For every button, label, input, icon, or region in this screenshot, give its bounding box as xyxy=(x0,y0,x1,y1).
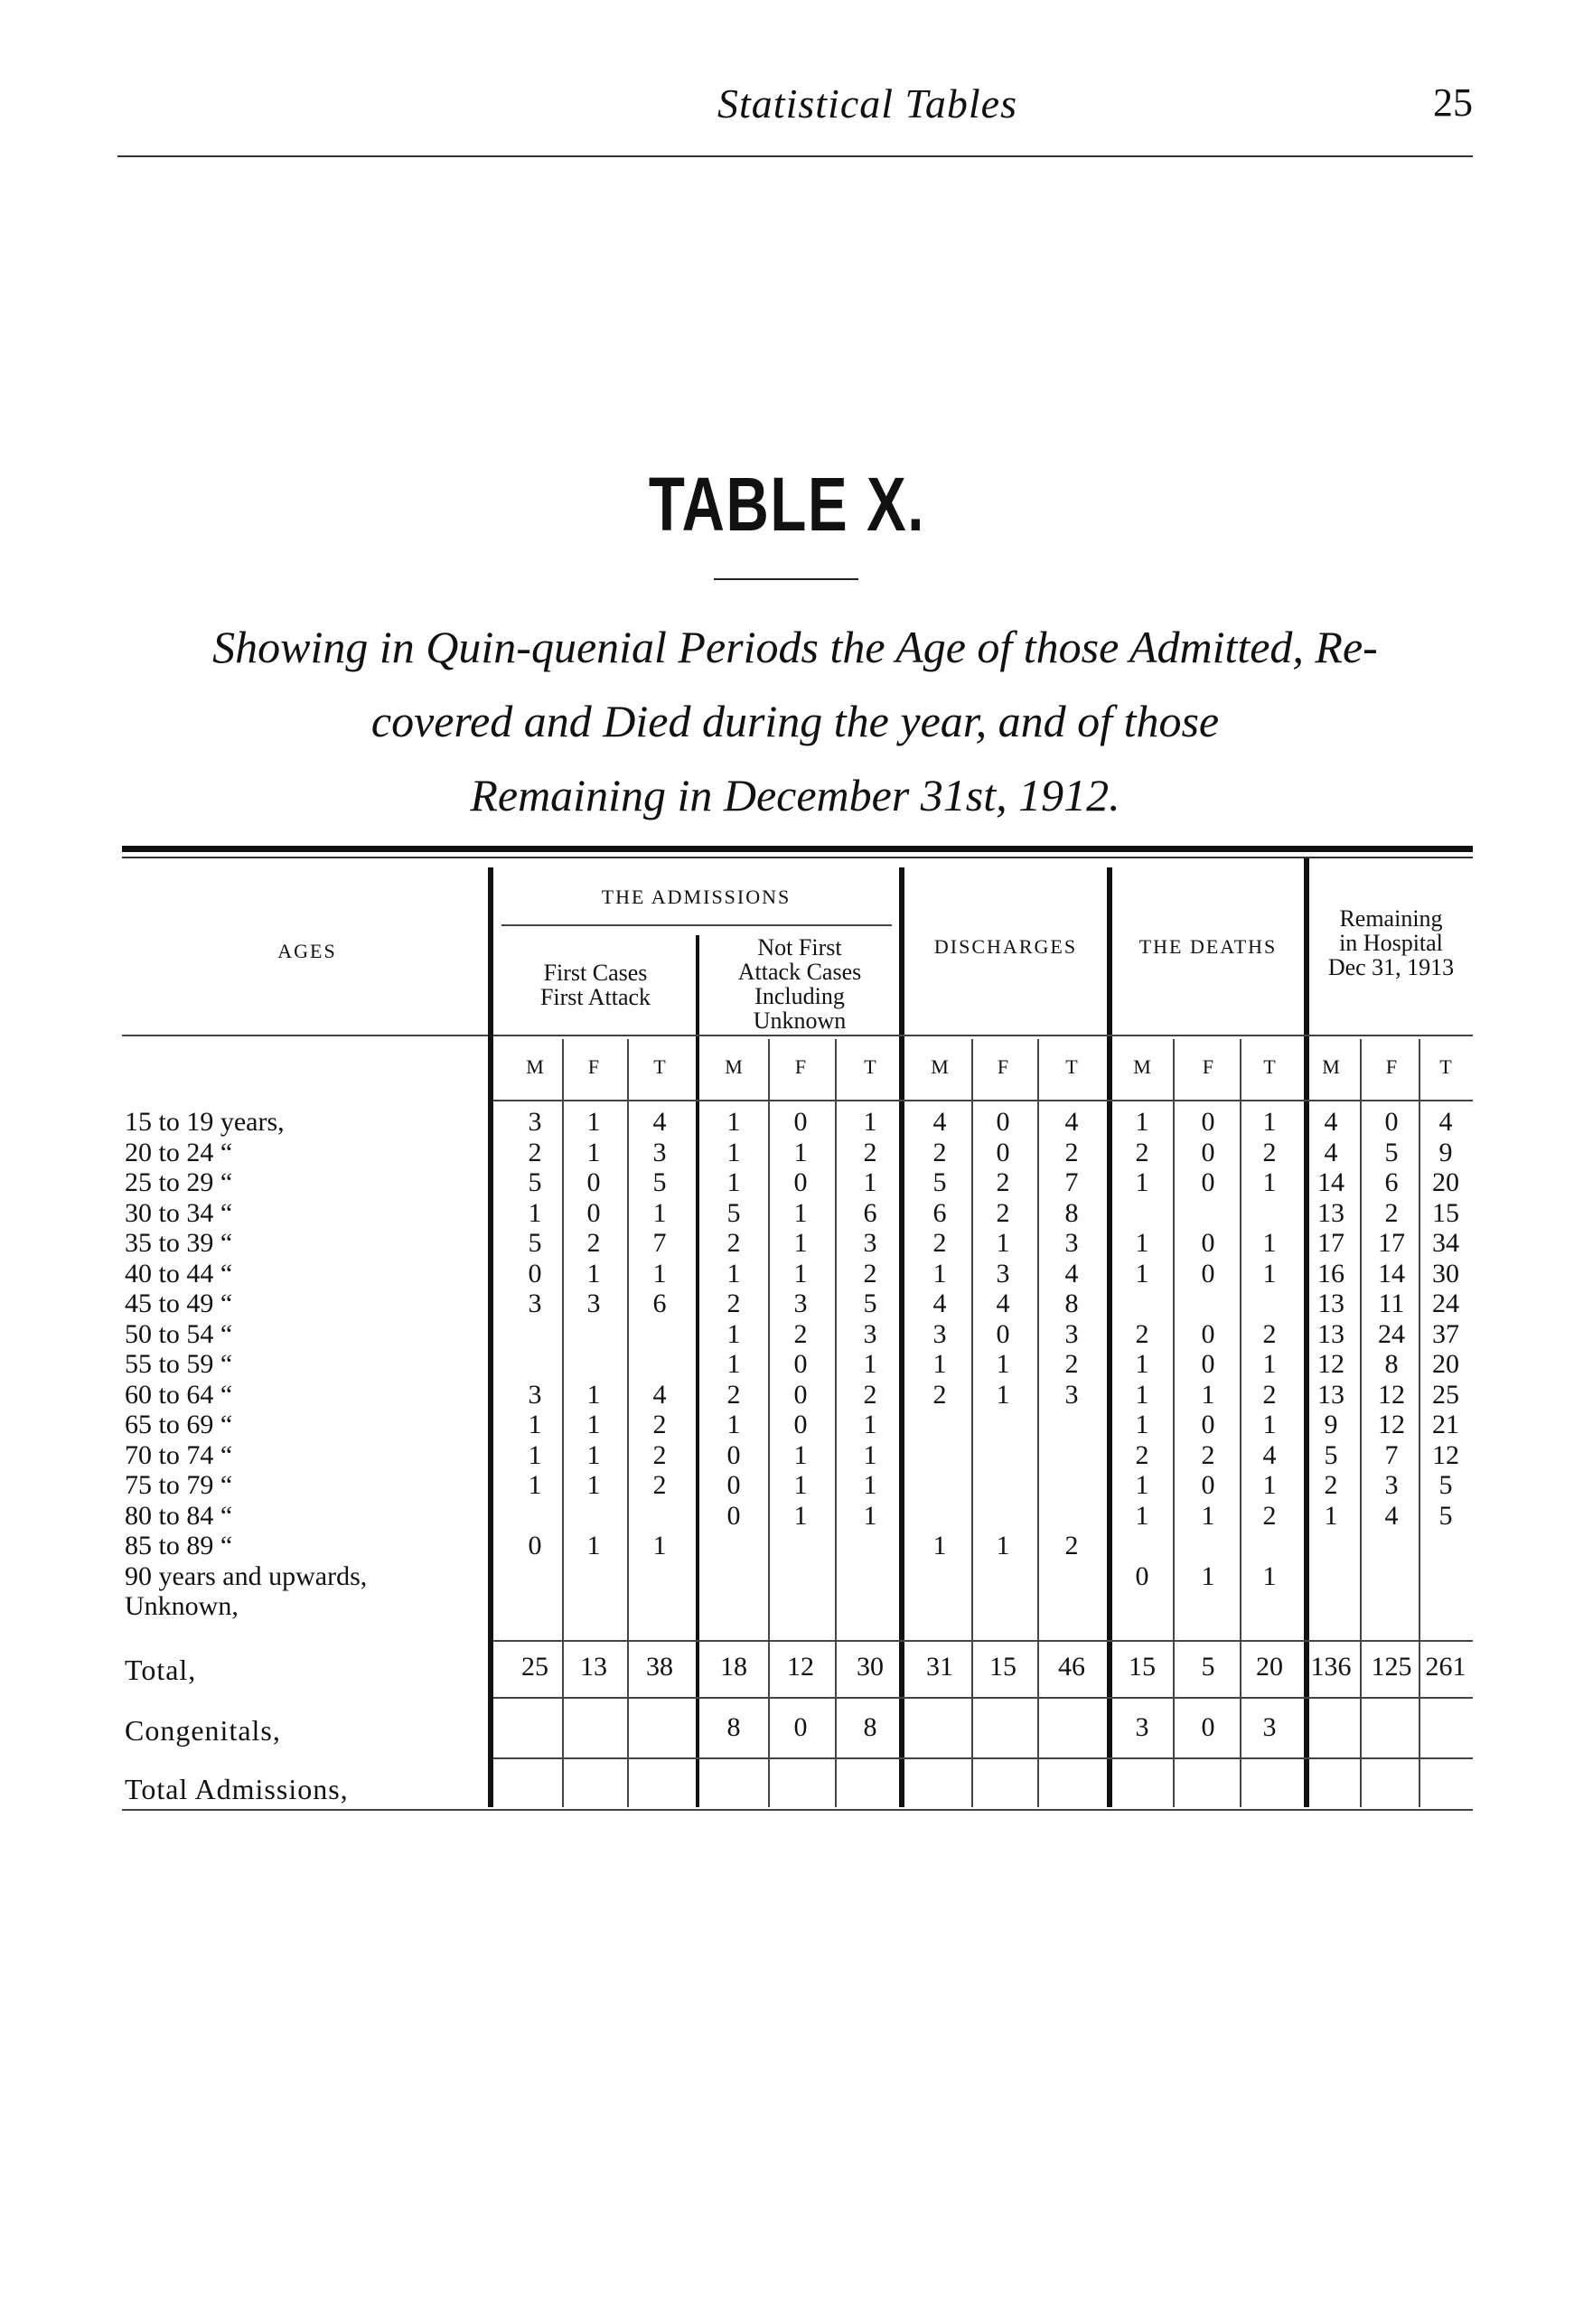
data-row-cell: 6 xyxy=(652,1289,667,1318)
total-row-cell: 12 xyxy=(787,1652,814,1682)
data-row-cell: 0 xyxy=(1201,1349,1215,1379)
subheader-t: T xyxy=(864,1055,876,1078)
data-row-cell: 25 xyxy=(1432,1379,1459,1410)
data-row-cell: 7 xyxy=(1064,1167,1079,1197)
column-divider xyxy=(971,1039,973,1807)
header-remaining-line-1: Remaining xyxy=(1339,905,1443,932)
data-row-cell: 1 xyxy=(652,1258,667,1289)
data-row-cell: 1 xyxy=(793,1137,808,1167)
column-divider xyxy=(835,1039,837,1807)
subheader-m: M xyxy=(1322,1055,1340,1078)
data-row-cell: 5 xyxy=(528,1228,542,1258)
data-row-cell: 7 xyxy=(652,1228,667,1258)
table-subtitle xyxy=(108,610,1482,832)
subheader-m: M xyxy=(1133,1055,1151,1078)
data-row-cell: 0 xyxy=(996,1137,1010,1167)
ages-header-rule xyxy=(122,1035,488,1036)
separator-ages xyxy=(488,867,493,1807)
data-row-cell: 1 xyxy=(1324,1500,1338,1531)
data-row-cell: 0 xyxy=(1201,1470,1215,1500)
data-row-cell: 6 xyxy=(932,1197,947,1228)
column-divider xyxy=(627,1039,629,1807)
data-row-cell: 1 xyxy=(586,1107,601,1137)
data-row-cell: 1 xyxy=(1262,1349,1277,1379)
admissions-underline xyxy=(501,924,892,926)
data-row-cell: 13 xyxy=(1317,1289,1344,1318)
data-row-cell: 2 xyxy=(1064,1531,1079,1560)
page-number: 25 xyxy=(1433,80,1473,125)
summary-rule xyxy=(493,1697,1473,1699)
subtitle-line-1: Showing in Quin-quenial Periods the Age of those Admitted, Re- xyxy=(212,622,1378,672)
age-label: 90 years and upwards, xyxy=(125,1560,368,1591)
data-row-cell: 3 xyxy=(1064,1318,1079,1349)
data-row-cell: 0 xyxy=(1201,1107,1215,1137)
data-row-cell: 2 xyxy=(726,1289,741,1318)
data-row-cell: 1 xyxy=(528,1470,542,1500)
data-row-cell: 5 xyxy=(863,1289,877,1318)
data-row-cell: 9 xyxy=(1438,1137,1453,1167)
data-row-cell: 37 xyxy=(1432,1318,1459,1349)
header-not-first-line-1: Not First xyxy=(757,934,842,961)
data-row-cell: 0 xyxy=(726,1439,741,1470)
column-divider xyxy=(1037,1039,1039,1807)
age-label: 50 to 54 “ xyxy=(125,1318,233,1349)
header-deaths: THE DEATHS xyxy=(1138,935,1278,958)
total-row-cell: 136 xyxy=(1310,1652,1352,1682)
data-row-cell: 3 xyxy=(863,1318,877,1349)
data-row-cell: 0 xyxy=(586,1197,601,1228)
data-row-cell: 2 xyxy=(1262,1318,1277,1349)
data-row-cell: 3 xyxy=(528,1379,542,1410)
header-remaining-line-3: Dec 31, 1913 xyxy=(1327,954,1455,980)
data-row-cell: 12 xyxy=(1378,1379,1405,1410)
header-bottom-rule xyxy=(493,1035,1473,1036)
data-row-cell: 2 xyxy=(1324,1470,1338,1500)
data-row-cell: 4 xyxy=(1064,1107,1079,1137)
data-row-cell: 2 xyxy=(1201,1439,1215,1470)
data-row-cell: 17 xyxy=(1317,1228,1344,1258)
congenitals-label: Congenitals, xyxy=(125,1714,281,1747)
congenitals-row-cell: 0 xyxy=(793,1712,808,1742)
age-label: Unknown, xyxy=(125,1591,239,1621)
data-row-cell: 1 xyxy=(863,1439,877,1470)
data-row-cell: 2 xyxy=(793,1318,808,1349)
subheader-t: T xyxy=(1263,1055,1276,1078)
data-row-cell: 21 xyxy=(1432,1410,1459,1439)
data-row-cell: 5 xyxy=(1438,1470,1453,1500)
header-ages: AGES xyxy=(277,940,337,962)
data-row-cell: 2 xyxy=(996,1167,1010,1197)
data-row-cell: 30 xyxy=(1432,1258,1459,1289)
age-label: 20 to 24 “ xyxy=(125,1137,233,1167)
data-row-cell: 1 xyxy=(1262,1560,1277,1591)
congenitals-row-cell: 8 xyxy=(863,1712,877,1742)
data-row-cell: 14 xyxy=(1378,1258,1405,1289)
age-label: 25 to 29 “ xyxy=(125,1167,233,1197)
data-row-cell: 3 xyxy=(652,1137,667,1167)
data-row-cell: 3 xyxy=(1064,1228,1079,1258)
data-row-cell: 13 xyxy=(1317,1318,1344,1349)
data-row-cell: 1 xyxy=(793,1439,808,1470)
data-row-cell: 2 xyxy=(932,1137,947,1167)
data-row-cell: 4 xyxy=(932,1107,947,1137)
data-row-cell: 2 xyxy=(652,1470,667,1500)
data-row-cell: 0 xyxy=(528,1258,542,1289)
subheader-f: F xyxy=(997,1055,1009,1078)
data-row-cell: 1 xyxy=(1135,1349,1149,1379)
data-row-cell: 24 xyxy=(1378,1318,1405,1349)
age-label: 85 to 89 “ xyxy=(125,1531,233,1560)
total-row-cell: 125 xyxy=(1371,1652,1412,1682)
data-row-cell: 1 xyxy=(996,1379,1010,1410)
data-row-cell: 20 xyxy=(1432,1167,1459,1197)
age-label: 65 to 69 “ xyxy=(125,1410,233,1439)
data-row-cell: 1 xyxy=(1262,1410,1277,1439)
data-row-cell: 4 xyxy=(1438,1107,1453,1137)
age-label: 80 to 84 “ xyxy=(125,1500,233,1531)
column-divider xyxy=(562,1039,564,1807)
data-row-cell: 6 xyxy=(863,1197,877,1228)
total-row-cell: 25 xyxy=(521,1652,548,1682)
data-row-cell: 1 xyxy=(586,1137,601,1167)
data-row-cell: 14 xyxy=(1317,1167,1344,1197)
data-row-cell: 1 xyxy=(1135,1379,1149,1410)
data-row-cell: 16 xyxy=(1317,1258,1344,1289)
total-row-cell: 20 xyxy=(1256,1652,1283,1682)
data-row-cell: 1 xyxy=(863,1500,877,1531)
data-row-cell: 5 xyxy=(652,1167,667,1197)
data-row-cell: 1 xyxy=(932,1258,947,1289)
data-row-cell: 0 xyxy=(1201,1167,1215,1197)
data-row-cell: 2 xyxy=(932,1228,947,1258)
age-label: 70 to 74 “ xyxy=(125,1439,233,1470)
data-row-cell: 1 xyxy=(726,1318,741,1349)
total-row-cell: 261 xyxy=(1425,1652,1466,1682)
data-row-cell: 1 xyxy=(726,1410,741,1439)
congenitals-row-cell: 8 xyxy=(726,1712,741,1742)
data-row-cell: 0 xyxy=(1201,1410,1215,1439)
data-row-cell: 5 xyxy=(726,1197,741,1228)
total-row-cell: 38 xyxy=(646,1652,673,1682)
data-row-cell: 1 xyxy=(1262,1107,1277,1137)
data-row-cell: 3 xyxy=(1384,1470,1399,1500)
data-row-cell: 8 xyxy=(1064,1289,1079,1318)
total-row-cell: 13 xyxy=(580,1652,607,1682)
header-not-first-line-3: Including xyxy=(754,983,845,1009)
data-row-cell: 2 xyxy=(932,1379,947,1410)
data-row-cell: 0 xyxy=(586,1167,601,1197)
data-row-cell: 2 xyxy=(1064,1137,1079,1167)
header-not-first xyxy=(700,935,899,1033)
data-row-cell: 1 xyxy=(996,1228,1010,1258)
data-row-cell: 0 xyxy=(1384,1107,1399,1137)
age-label: 60 to 64 “ xyxy=(125,1379,233,1410)
header-first-cases xyxy=(495,961,696,1009)
data-row-cell: 1 xyxy=(726,1137,741,1167)
separator-discharges xyxy=(1107,867,1112,1807)
data-row-cell: 5 xyxy=(528,1167,542,1197)
data-row-cell: 2 xyxy=(996,1197,1010,1228)
data-row-cell: 11 xyxy=(1378,1289,1405,1318)
data-row-cell: 15 xyxy=(1432,1197,1459,1228)
data-row-cell: 13 xyxy=(1317,1379,1344,1410)
data-row-cell: 1 xyxy=(528,1410,542,1439)
data-row-cell: 1 xyxy=(932,1531,947,1560)
data-row-cell: 12 xyxy=(1317,1349,1344,1379)
data-row-cell: 8 xyxy=(1384,1349,1399,1379)
subheader-f: F xyxy=(794,1055,807,1078)
data-row-cell: 1 xyxy=(586,1258,601,1289)
subheader-m: M xyxy=(931,1055,949,1078)
data-row-cell: 1 xyxy=(528,1439,542,1470)
data-row-cell: 0 xyxy=(1201,1318,1215,1349)
data-row-cell: 7 xyxy=(1384,1439,1399,1470)
data-row-cell: 1 xyxy=(996,1531,1010,1560)
data-row-cell: 0 xyxy=(1135,1560,1149,1591)
header-discharges: DISCHARGES xyxy=(933,935,1078,958)
total-row-cell: 46 xyxy=(1058,1652,1085,1682)
header-not-first-line-4: Unknown xyxy=(753,1007,847,1034)
data-row-cell: 34 xyxy=(1432,1228,1459,1258)
data-row-cell: 0 xyxy=(793,1167,808,1197)
data-row-cell: 4 xyxy=(652,1379,667,1410)
data-row-cell: 1 xyxy=(793,1228,808,1258)
data-row-cell: 2 xyxy=(652,1439,667,1470)
separator-first-cases xyxy=(696,935,699,1807)
data-row-cell: 1 xyxy=(1135,1167,1149,1197)
data-row-cell: 2 xyxy=(1262,1500,1277,1531)
column-divider xyxy=(1360,1039,1362,1807)
data-row-cell: 1 xyxy=(1201,1500,1215,1531)
data-row-cell: 4 xyxy=(1262,1439,1277,1470)
data-row-cell: 3 xyxy=(528,1289,542,1318)
subtitle-line-2: covered and Died during the year, and of those xyxy=(370,696,1220,746)
data-row-cell: 1 xyxy=(586,1531,601,1560)
total-row-cell: 5 xyxy=(1201,1652,1215,1682)
data-row-cell: 4 xyxy=(1384,1500,1399,1531)
data-row-cell: 4 xyxy=(652,1107,667,1137)
subheader-m: M xyxy=(725,1055,743,1078)
data-row-cell: 1 xyxy=(1201,1560,1215,1591)
data-row-cell: 4 xyxy=(996,1289,1010,1318)
data-row-cell: 0 xyxy=(996,1107,1010,1137)
data-row-cell: 2 xyxy=(1135,1318,1149,1349)
data-row-cell: 0 xyxy=(996,1318,1010,1349)
data-row-cell: 0 xyxy=(1201,1137,1215,1167)
header-rule xyxy=(117,155,1473,157)
data-row-cell: 0 xyxy=(793,1410,808,1439)
data-row-cell: 1 xyxy=(586,1410,601,1439)
data-row-cell: 1 xyxy=(793,1500,808,1531)
data-row-cell: 1 xyxy=(726,1349,741,1379)
header-admissions: THE ADMISSIONS xyxy=(601,886,792,908)
data-row-cell: 1 xyxy=(586,1470,601,1500)
header-remaining xyxy=(1309,906,1473,979)
table-top-thin-rule xyxy=(122,857,1473,858)
data-row-cell: 5 xyxy=(1384,1137,1399,1167)
data-row-cell: 1 xyxy=(1262,1167,1277,1197)
total-row-cell: 18 xyxy=(720,1652,747,1682)
data-row-cell: 1 xyxy=(528,1197,542,1228)
data-row-cell: 1 xyxy=(1135,1470,1149,1500)
data-row-cell: 2 xyxy=(1135,1137,1149,1167)
data-row-cell: 1 xyxy=(793,1197,808,1228)
data-row-cell: 5 xyxy=(1438,1500,1453,1531)
age-label: 15 to 19 years, xyxy=(125,1107,285,1137)
separator-admissions xyxy=(899,867,904,1807)
table-bottom-rule xyxy=(122,1809,1473,1811)
column-divider xyxy=(1240,1039,1241,1807)
data-row-cell: 3 xyxy=(793,1289,808,1318)
data-row-cell: 1 xyxy=(1262,1258,1277,1289)
data-row-cell: 1 xyxy=(1135,1500,1149,1531)
data-row-cell: 2 xyxy=(863,1137,877,1167)
data-row-cell: 0 xyxy=(726,1470,741,1500)
data-row-cell: 1 xyxy=(652,1531,667,1560)
data-row-cell: 9 xyxy=(1324,1410,1338,1439)
total-admissions-label: Total Admissions, xyxy=(125,1773,349,1805)
data-row-cell: 1 xyxy=(863,1167,877,1197)
running-head xyxy=(117,80,1473,143)
data-row-cell: 2 xyxy=(1384,1197,1399,1228)
subheader-bottom-rule xyxy=(493,1100,1473,1101)
column-divider xyxy=(768,1039,770,1807)
data-row-cell: 5 xyxy=(932,1167,947,1197)
data-row-cell: 4 xyxy=(1064,1258,1079,1289)
data-row-cell: 0 xyxy=(1201,1258,1215,1289)
data-row-cell: 0 xyxy=(528,1531,542,1560)
subheader-t: T xyxy=(653,1055,666,1078)
data-row-cell: 1 xyxy=(726,1167,741,1197)
subheader-f: F xyxy=(587,1055,600,1078)
data-row-cell: 20 xyxy=(1432,1349,1459,1379)
data-row-cell: 0 xyxy=(793,1349,808,1379)
total-row-cell: 15 xyxy=(1129,1652,1156,1682)
summary-rule xyxy=(493,1640,1473,1642)
data-row-cell: 1 xyxy=(863,1107,877,1137)
data-row-cell: 6 xyxy=(1384,1167,1399,1197)
data-row-cell: 2 xyxy=(1135,1439,1149,1470)
subheader-t: T xyxy=(1065,1055,1078,1078)
age-label: 30 to 34 “ xyxy=(125,1197,233,1228)
data-row-cell: 12 xyxy=(1432,1439,1459,1470)
total-row-cell: 15 xyxy=(989,1652,1017,1682)
data-row-cell: 1 xyxy=(1135,1258,1149,1289)
total-row-cell: 30 xyxy=(857,1652,884,1682)
data-row-cell: 4 xyxy=(1324,1107,1338,1137)
data-row-cell: 2 xyxy=(528,1137,542,1167)
data-row-cell: 0 xyxy=(726,1500,741,1531)
data-row-cell: 1 xyxy=(1135,1107,1149,1137)
data-row-cell: 1 xyxy=(1201,1379,1215,1410)
data-row-cell: 4 xyxy=(1324,1137,1338,1167)
data-row-cell: 2 xyxy=(726,1379,741,1410)
data-row-cell: 2 xyxy=(726,1228,741,1258)
age-label: 40 to 44 “ xyxy=(125,1258,233,1289)
data-row-cell: 24 xyxy=(1432,1289,1459,1318)
data-row-cell: 2 xyxy=(652,1410,667,1439)
summary-rule xyxy=(493,1757,1473,1759)
data-row-cell: 0 xyxy=(793,1107,808,1137)
data-row-cell: 1 xyxy=(726,1258,741,1289)
data-row-cell: 12 xyxy=(1378,1410,1405,1439)
header-first-cases-line-1: First Cases xyxy=(543,960,648,986)
data-row-cell: 1 xyxy=(863,1410,877,1439)
data-row-cell: 1 xyxy=(793,1258,808,1289)
data-row-cell: 3 xyxy=(586,1289,601,1318)
data-row-cell: 0 xyxy=(793,1379,808,1410)
subheader-f: F xyxy=(1202,1055,1214,1078)
data-row-cell: 1 xyxy=(652,1197,667,1228)
title-rule xyxy=(714,578,858,580)
data-row-cell: 1 xyxy=(726,1107,741,1137)
subheader-f: F xyxy=(1385,1055,1398,1078)
data-row-cell: 1 xyxy=(1135,1228,1149,1258)
data-row-cell: 3 xyxy=(996,1258,1010,1289)
age-label: 55 to 59 “ xyxy=(125,1349,233,1379)
data-row-cell: 2 xyxy=(1262,1137,1277,1167)
data-row-cell: 3 xyxy=(528,1107,542,1137)
table-title: TABLE X. xyxy=(648,462,926,547)
header-first-cases-line-2: First Attack xyxy=(539,984,651,1010)
age-label: 45 to 49 “ xyxy=(125,1289,233,1318)
data-row-cell: 2 xyxy=(1064,1349,1079,1379)
data-row-cell: 3 xyxy=(932,1318,947,1349)
congenitals-row-cell: 3 xyxy=(1135,1712,1149,1742)
subtitle-line-3: Remaining in December 31st, 1912. xyxy=(470,770,1120,820)
column-divider xyxy=(1173,1039,1175,1807)
data-row-cell: 2 xyxy=(863,1258,877,1289)
data-row-cell: 1 xyxy=(586,1439,601,1470)
data-row-cell: 5 xyxy=(1324,1439,1338,1470)
data-row-cell: 1 xyxy=(863,1470,877,1500)
data-row-cell: 1 xyxy=(793,1470,808,1500)
total-row-cell: 31 xyxy=(926,1652,953,1682)
data-row-cell: 2 xyxy=(1262,1379,1277,1410)
data-row-cell: 1 xyxy=(863,1349,877,1379)
age-label: 35 to 39 “ xyxy=(125,1228,233,1258)
subheader-m: M xyxy=(526,1055,544,1078)
header-remaining-line-2: in Hospital xyxy=(1339,930,1443,956)
data-row-cell: 2 xyxy=(863,1379,877,1410)
running-title: Statistical Tables xyxy=(717,80,1017,127)
total-label: Total, xyxy=(125,1654,197,1686)
data-row-cell: 3 xyxy=(863,1228,877,1258)
data-row-cell: 1 xyxy=(1135,1410,1149,1439)
data-row-cell: 17 xyxy=(1378,1228,1405,1258)
data-row-cell: 3 xyxy=(1064,1379,1079,1410)
data-row-cell: 1 xyxy=(1262,1470,1277,1500)
data-row-cell: 1 xyxy=(932,1349,947,1379)
congenitals-row-cell: 0 xyxy=(1201,1712,1215,1742)
table-top-rule xyxy=(122,846,1473,852)
data-row-cell: 1 xyxy=(586,1379,601,1410)
data-row-cell: 1 xyxy=(1262,1228,1277,1258)
data-row-cell: 1 xyxy=(996,1349,1010,1379)
header-not-first-line-2: Attack Cases xyxy=(737,959,862,985)
age-label: 75 to 79 “ xyxy=(125,1470,233,1500)
congenitals-row-cell: 3 xyxy=(1262,1712,1277,1742)
data-row-cell: 8 xyxy=(1064,1197,1079,1228)
data-row-cell: 0 xyxy=(1201,1228,1215,1258)
subheader-t: T xyxy=(1439,1055,1452,1078)
data-row-cell: 13 xyxy=(1317,1197,1344,1228)
data-row-cell: 4 xyxy=(932,1289,947,1318)
data-row-cell: 2 xyxy=(586,1228,601,1258)
